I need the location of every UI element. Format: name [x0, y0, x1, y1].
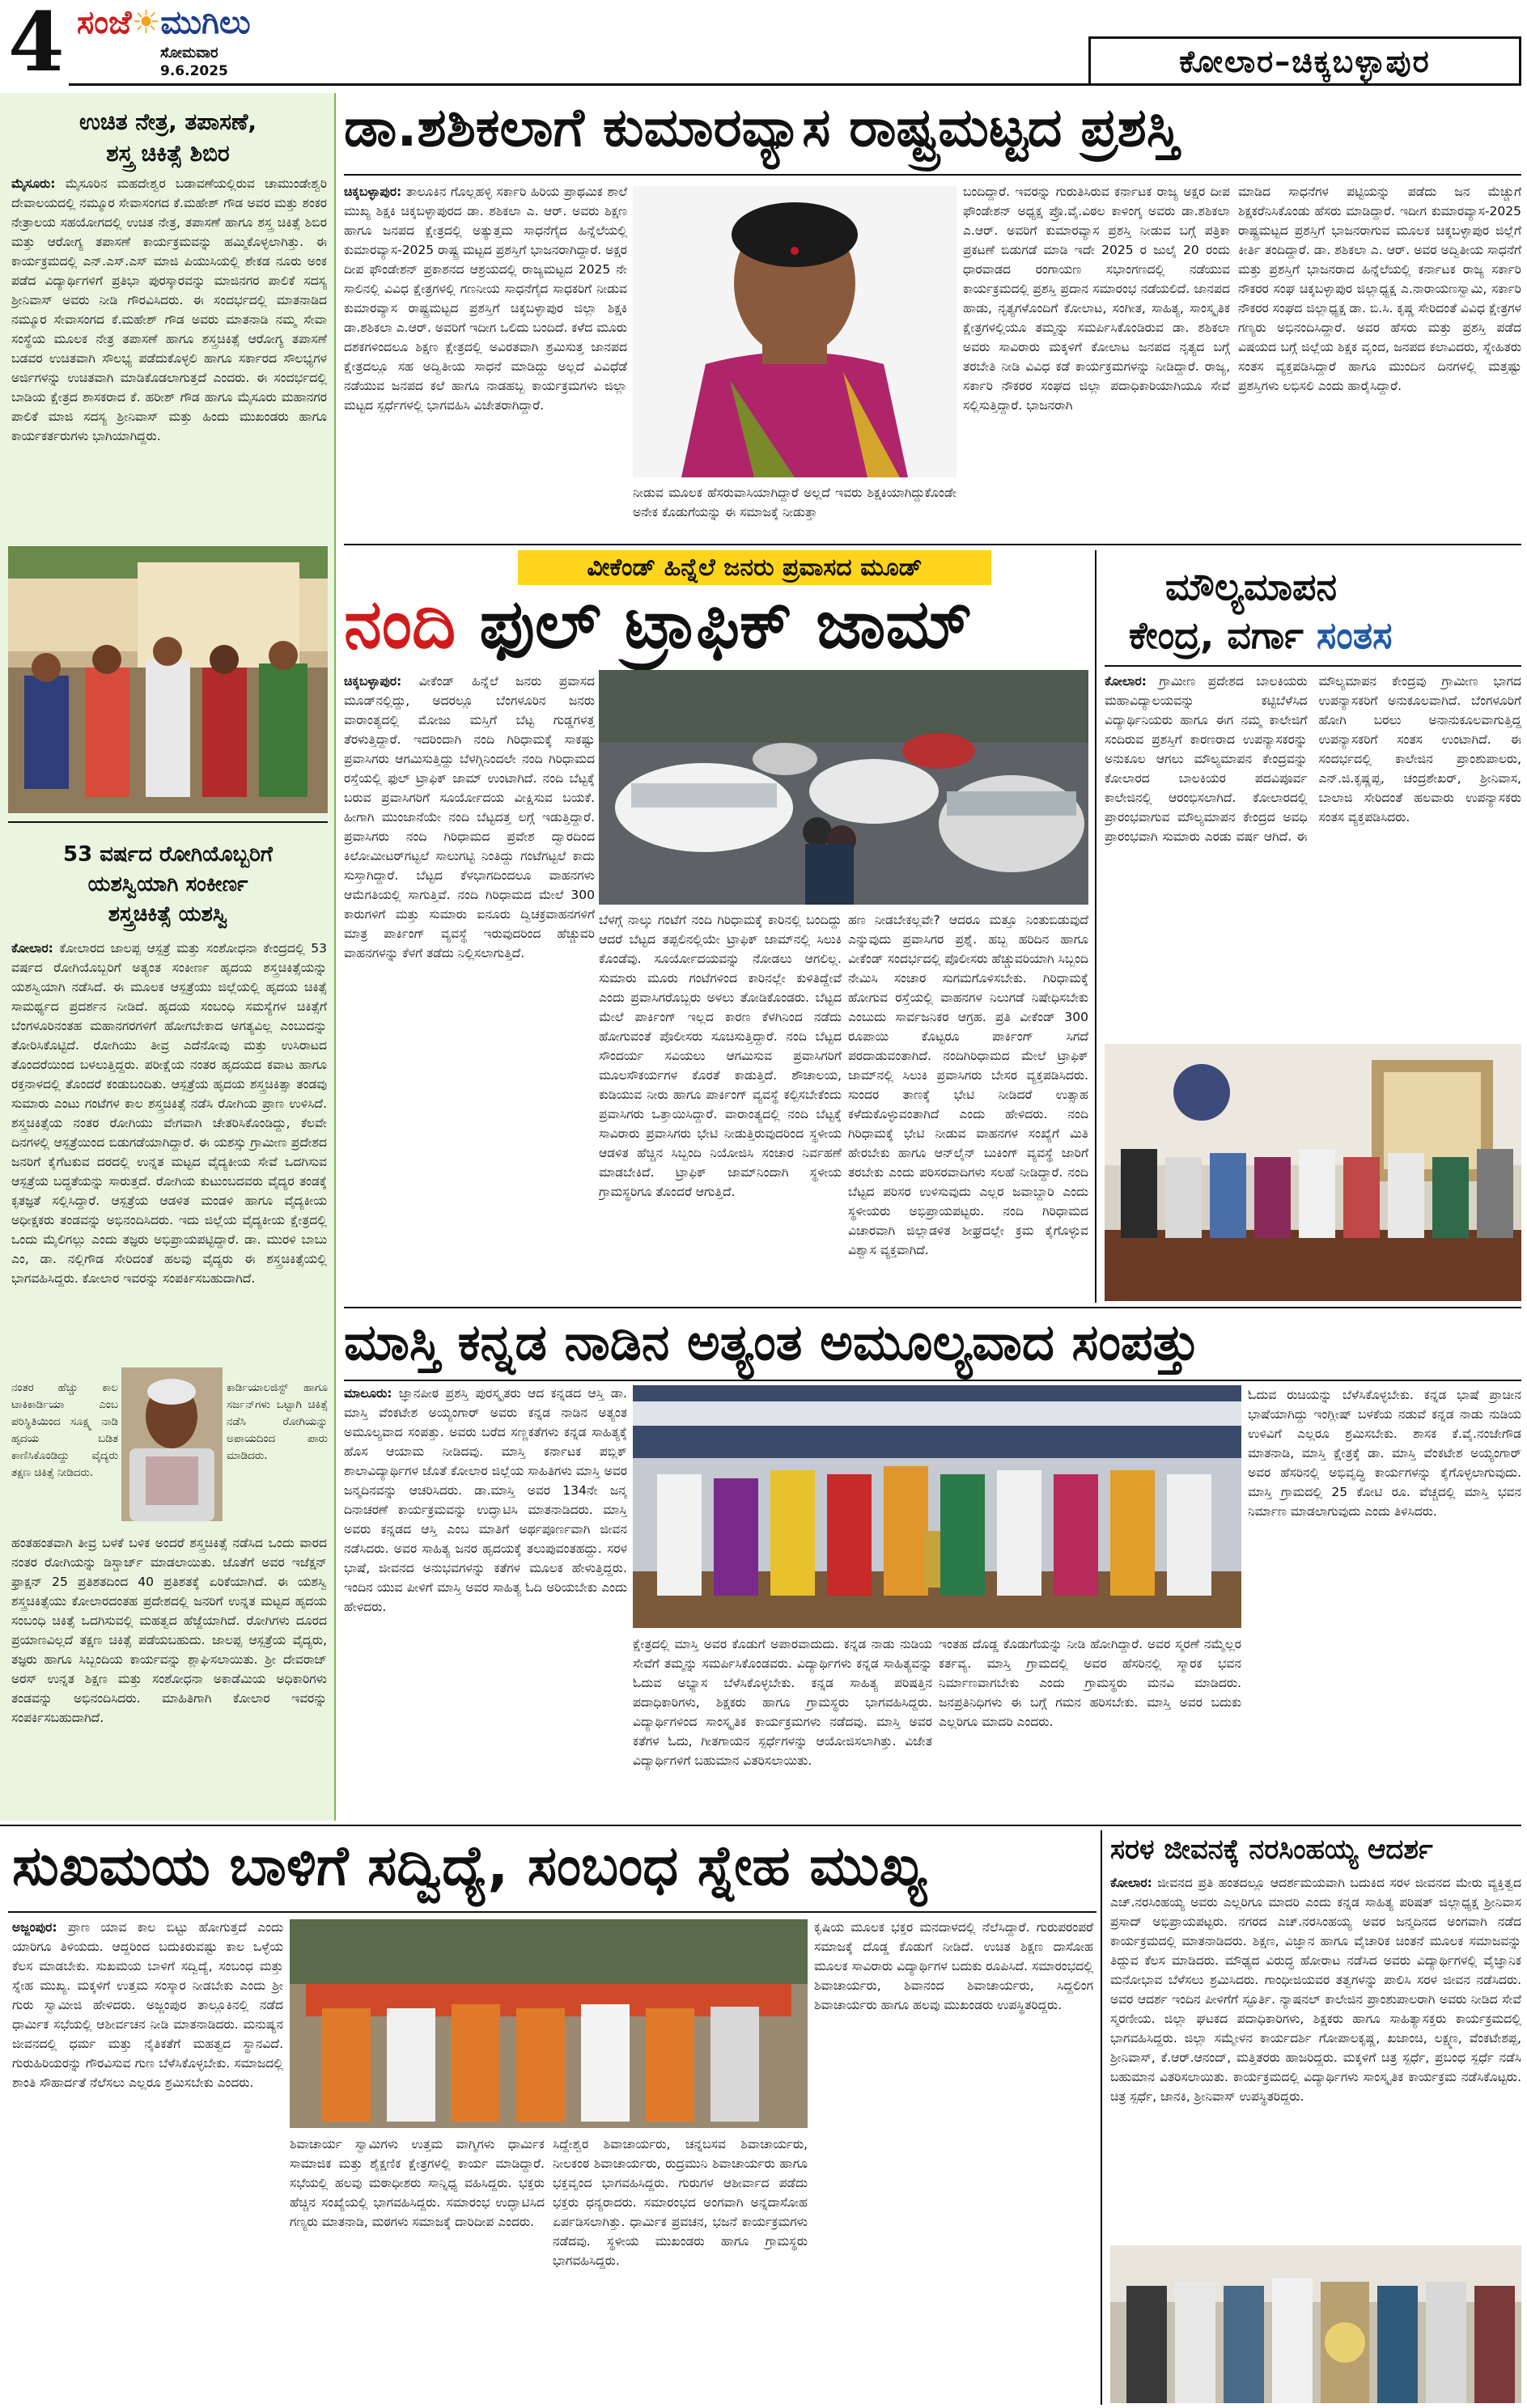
eye-camp-group-photo [8, 546, 328, 813]
sidebar-story2-body-b [11, 1533, 327, 1812]
sidebar-story2-text: ಕೋಲಾರದ ಜಾಲಪ್ಪ ಆಸ್ಪತ್ರೆ ಮತ್ತು ಸಂಶೋಧನಾ ಕೇಂದ್ರದಲ್ಲಿ 53 ವರ್ಷದ ರೋಗಿಯೊಬ್ಬರಿಗೆ ಅತ್ಯಂತ ಸಂಕೀರ್ಣ ಹೃದಯ ಶಸ್ತ್ರಚಿಕಿತ್ಸೆಯನ್ನು ಯಶಸ್ವಿಯಾಗಿ ನಡೆಸಿದೆ. ಈ ಮೂಲಕ ಆಸ್ಪತ್ರೆಯು ಜಿಲ್ಲೆಯಲ್ಲಿ ಹೃದಯ ಚಿಕಿತ್ಸೆ ಸಾಮರ್ಥ್ಯದ ಪ್ರದರ್ಶನ ನೀಡಿದೆ. ಹೃದಯ ಸಂಬಂಧಿ ಸಮಸ್ಯೆಗಳ ಚಿಕಿತ್ಸೆಗೆ ಬೆಂಗಳೂರಿನಂತಹ ಮಹಾನಗರಗಳಿಗೆ ಹೋಗಬೇಕಾದ ಅಗತ್ಯವಿಲ್ಲ ಎಂಬುದನ್ನು ತೋರಿಸಿಕೊಟ್ಟಿದೆ. ರೋಗಿಯು ತೀವ್ರ ಎದೆನೋವು ಮತ್ತು ಉಸಿರಾಟದ ತೊಂದರೆಯಿಂದ ಬಳಲುತ್ತಿದ್ದರು. ಪರೀಕ್ಷೆಯ ನಂತರ ಹೃದಯದ ಕವಾಟ ಹಾಗೂ ರಕ್ತನಾಳದಲ್ಲಿ ತೊಂದರೆ ಕಂಡುಬಂದಿತು. ಆಸ್ಪತ್ರೆಯ ಹೃದಯ ಶಸ್ತ್ರಚಿಕಿತ್ಸಾ ತಂಡವು ಸುಮಾರು ಎಂಟು ಗಂಟೆಗಳ ಕಾಲ ಶಸ್ತ್ರಚಿಕಿತ್ಸೆ ನಡೆಸಿ ರೋಗಿಯ ಪ್ರಾಣ ಉಳಿಸಿದೆ. ಶಸ್ತ್ರಚಿಕಿತ್ಸೆಯ ನಂತರ ರೋಗಿಯು ವೇಗವಾಗಿ ಚೇತರಿಸಿಕೊಂಡಿದ್ದು, ಕೆಲವೇ ದಿನಗಳಲ್ಲಿ ಆಸ್ಪತ್ರೆಯಿಂದ ಬಿಡುಗಡೆಯಾಗಿದ್ದಾರೆ. ಈ ಯಶಸ್ಸು ಗ್ರಾಮೀಣ ಪ್ರದೇಶದ ಜನರಿಗೆ ಕೈಗೆಟಕುವ ದರದಲ್ಲಿ ಉನ್ನತ ಮಟ್ಟದ ವೈದ್ಯಕೀಯ ಸೇವೆ ಒದಗಿಸುವ ಆಸ್ಪತ್ರೆಯ ಬದ್ಧತೆಯನ್ನು ಸಾರುತ್ತದೆ. ರೋಗಿಯ ಕುಟುಂಬದವರು ವೈದ್ಯರ ತಂಡಕ್ಕೆ ಕೃತಜ್ಞತೆ ಸಲ್ಲಿಸಿದ್ದಾರೆ. ಆಸ್ಪತ್ರೆಯ ಆಡಳಿತ ಮಂಡಳಿ ಹಾಗೂ ವೈದ್ಯಕೀಯ ಅಧೀಕ್ಷಕರು ತಂಡವನ್ನು ಅಭಿನಂದಿಸಿದರು. ಇದು ಜಿಲ್ಲೆಯ ವೈದ್ಯಕೀಯ ಕ್ಷೇತ್ರದಲ್ಲಿ ಒಂದು ಮೈಲಿಗಲ್ಲು ಎಂದು ತಜ್ಞರು ಅಭಿಪ್ರಾಯಪಟ್ಟಿದ್ದಾರೆ. ಡಾ. ಮುರಳಿ ಬಾಬು ಎಂ, ಡಾ. ನಲ್ಲಿಗೌಡ ಸೇರಿದಂತೆ ಹಲವು ವೈದ್ಯರು ಈ ಶಸ್ತ್ರಚಿಕಿತ್ಸೆಯಲ್ಲಿ ಭಾಗವಹಿಸಿದ್ದರು. ಕೋಲಾರ ಇವರನ್ನು ಸಂಪರ್ಕಿಸಬಹುದಾಗಿದೆ. [11, 941, 327, 1287]
masti-body-right [939, 1634, 1241, 1821]
sukhamaya-headline: ಸುಖಮಯ ಬಾಳಿಗೆ ಸದ್ವಿದ್ಯೆ, ಸಂಬಂಧ ಸ್ನೇಹ ಮುಖ್ಯ [12, 1834, 927, 1898]
patient-portrait-photo [121, 1367, 223, 1521]
traffic-text-left: ವೀಕೆಂಡ್ ಹಿನ್ನೆಲೆ ಜನರು ಪ್ರವಾಸದ ಮೂಡ್‌ನಲ್ಲಿದ್ದು, ಅದರಲ್ಲೂ ಬೆಂಗಳೂರಿನ ಜನರು ವಾರಾಂತ್ಯದಲ್ಲಿ ಮೋಜು ಮಸ್ತಿಗೆ ಬೆಟ್ಟ ಗುಡ್ಡಗಳತ್ತ ತೆರಳುತ್ತಿದ್ದಾರೆ. ಇದರಿಂದಾಗಿ ನಂದಿ ಗಿರಿಧಾಮಕ್ಕೆ ಸಾಕಷ್ಟು ಪ್ರವಾಸಿಗರು ಆಗಮಿಸುತ್ತಿದ್ದು ಬೆಳಗ್ಗಿನಿಂದಲೇ ನಂದಿ ಗಿರಿಧಾಮದ ರಸ್ತೆಯಲ್ಲಿ ಫುಲ್ ಟ್ರಾಫಿಕ್ ಜಾಮ್ ಉಂಟಾಗಿದೆ. ನಂದಿ ಬೆಟ್ಟಕ್ಕೆ ಬರುವ ಪ್ರವಾಸಿಗರಿಗೆ ಸೂರ್ಯೋದಯ ವೀಕ್ಷಿಸುವ ಬಯಕೆ. ಹೀಗಾಗಿ ಮುಂಜಾನೆಯೇ ನಂದಿ ಬೆಟ್ಟದತ್ತ ಲಗ್ಗೆ ಇಡುತ್ತಿದ್ದಾರೆ. ಪ್ರವಾಸಿಗರು ನಂದಿ ಗಿರಿಧಾಮದ ಪ್ರವೇಶ ದ್ವಾರದಿಂದ ಕಿಲೋಮೀಟರ್‌ಗಟ್ಟಲೆ ಸಾಲುಗಟ್ಟಿ ನಿಂತಿದ್ದು ಗಂಟೆಗಟ್ಟಲೆ ಕಾದು ಸುಸ್ತಾಗಿದ್ದಾರೆ. ಬೆಟ್ಟದ ಕೆಳಭಾಗದಿಂದಲೂ ವಾಹನಗಳು ಆಮೆಗತಿಯಲ್ಲಿ ಸಾಗುತ್ತಿವೆ. ನಂದಿ ಗಿರಿಧಾಮದ ಮೇಲೆ 300 ಕಾರುಗಳಿಗೆ ಮತ್ತು ಸುಮಾರು ಐನೂರು ದ್ವಿಚಕ್ರವಾಹನಗಳಿಗೆ ಮಾತ್ರ ಪಾರ್ಕಿಂಗ್ ವ್ಯವಸ್ಥೆ ಇರುವುದರಿಂದ ಹೆಚ್ಚುವರಿ ವಾಹನಗಳನ್ನು ಕೆಳಗೆ ತಡೆದು ನಿಲ್ಲಿಸಲಾಗುತ್ತಿದೆ. [344, 674, 595, 961]
lead-dateline: ಚಿಕ್ಕಬಳ್ಳಾಪುರ: [344, 184, 402, 199]
masthead-divider [69, 83, 1521, 86]
sukhamaya-text-left: ಪ್ರಾಣ ಯಾವ ಕಾಲ ಬಿಟ್ಟು ಹೋಗುತ್ತದೆ ಎಂದು ಯಾರಿಗೂ ತಿಳಿಯದು. ಆದ್ದರಿಂದ ಬದುಕಿರುವಷ್ಟು ಕಾಲ ಒಳ್ಳೆಯ ಕೆಲಸ ಮಾಡಬೇಕು. ಸುಖಮಯ ಬಾಳಿಗೆ ಸದ್ವಿದ್ಯೆ, ಸಂಬಂಧ ಮತ್ತು ಸ್ನೇಹ ಮುಖ್ಯ. ಮಕ್ಕಳಿಗೆ ಉತ್ತಮ ಸಂಸ್ಕಾರ ನೀಡಬೇಕು ಎಂದು ಶ್ರೀ ಗುರು ಸ್ವಾಮೀಜಿ ಹೇಳಿದರು. ಅಜ್ಜಂಪುರ ತಾಲ್ಲೂಕಿನಲ್ಲಿ ನಡೆದ ಧಾರ್ಮಿಕ ಸಭೆಯಲ್ಲಿ ಆಶೀರ್ವಚನ ನೀಡಿ ಮಾತನಾಡಿದರು. ಮನುಷ್ಯನ ಜೀವನದಲ್ಲಿ ಧರ್ಮ ಮತ್ತು ನೈತಿಕತೆಗೆ ಮಹತ್ವದ ಸ್ಥಾನವಿದೆ. ಗುರುಹಿರಿಯರನ್ನು ಗೌರವಿಸುವ ಗುಣ ಬೆಳೆಸಿಕೊಳ್ಳಬೇಕು. ಸಮಾಜದಲ್ಲಿ ಶಾಂತಿ ಸೌಹಾರ್ದತೆ ನೆಲೆಸಲು ಎಲ್ಲರೂ ಶ್ರಮಿಸಬೇಕು ಎಂದರು. [12, 1920, 283, 2091]
sidebar-story2-headline-3: ಶಸ್ತ್ರಚಿಕಿತ್ಸೆ ಯಶಸ್ವಿ [108, 902, 228, 926]
sidebar [0, 93, 336, 1821]
issue-date: 9.6.2025 [160, 63, 228, 79]
sidebar-story2-wrap-right [227, 1380, 328, 1533]
narasimhaiah-headline: ಸರಳ ಜೀವನಕ್ಕೆ ನರಸಿಂಹಯ್ಯ ಆದರ್ಶ [1110, 1834, 1433, 1866]
sidebar-divider [8, 821, 328, 823]
lead-body-right [1238, 182, 1521, 538]
masti-dateline: ಮಾಲೂರು: [344, 1386, 392, 1401]
narasimhaiah-text: ಜೀವನದ ಪ್ರತಿ ಹಂತದಲ್ಲೂ ಆದರ್ಶಮಯವಾಗಿ ಬದುಕಿದ ಸರಳ ಜೀವನದ ಮೇರು ವ್ಯಕ್ತಿತ್ವದ ಎಚ್.ನರಸಿಂಹಯ್ಯ ಅವರು ಎಲ್ಲರಿಗೂ ಮಾದರಿ ಎಂದು ಕನ್ನಡ ಸಾಹಿತ್ಯ ಪರಿಷತ್ ಜಿಲ್ಲಾಧ್ಯಕ್ಷ ಶ್ರೀನಿವಾಸ ಪ್ರಸಾದ್ ಅಭಿಪ್ರಾಯಪಟ್ಟರು. ನಗರದ ಎಚ್.ನರಸಿಂಹಯ್ಯ ಅವರ ಜನ್ಮದಿನದ ಅಂಗವಾಗಿ ನಡೆದ ಕಾರ್ಯಕ್ರಮದಲ್ಲಿ ಮಾತನಾಡಿದರು. ಶಿಕ್ಷಣ, ವಿಜ್ಞಾನ ಹಾಗೂ ವೈಚಾರಿಕ ಚಿಂತನೆ ಮೂಲಕ ಸಮಾಜವನ್ನು ತಿದ್ದುವ ಕೆಲಸ ಮಾಡಿದರು. ಮೌಢ್ಯದ ವಿರುದ್ಧ ಹೋರಾಟ ನಡೆಸಿದ ಅವರು ವಿದ್ಯಾರ್ಥಿಗಳಲ್ಲಿ ವೈಜ್ಞಾನಿಕ ಮನೋಭಾವ ಬೆಳೆಸಲು ಶ್ರಮಿಸಿದರು. ಗಾಂಧೀಜಿಯವರ ತತ್ವಗಳನ್ನು ಪಾಲಿಸಿ ಸರಳ ಜೀವನ ನಡೆಸಿದರು. ಅವರ ಆದರ್ಶ ಇಂದಿನ ಪೀಳಿಗೆಗೆ ಸ್ಫೂರ್ತಿ. ನ್ಯಾಷನಲ್ ಕಾಲೇಜಿನ ಪ್ರಾಂಶುಪಾಲರಾಗಿ ಅವರು ನೀಡಿದ ಸೇವೆ ಸ್ಮರಣೀಯ. ಜಿಲ್ಲಾ ಘಟಕದ ಪದಾಧಿಕಾರಿಗಳು, ಶಿಕ್ಷಕರು ಹಾಗೂ ಸಾಹಿತ್ಯಾಸಕ್ತರು ಕಾರ್ಯಕ್ರಮದಲ್ಲಿ ಭಾಗವಹಿಸಿದ್ದರು. ಜಿಲ್ಲಾ ಸಮ್ಮೇಳನ ಕಾರ್ಯದರ್ಶಿ ಗೋಪಾಲಕೃಷ್ಣ, ಖಜಾಂಚಿ, ಲಕ್ಷ್ಮಣ, ವೆಂಕಟೇಶಪ್ಪ, ಶ್ರೀನಿವಾಸ್, ಕೆ.ಆರ್.ಆನಂದ್, ಮತ್ತಿತರರು ಹಾಜರಿದ್ದರು. ಮಕ್ಕಳಿಗೆ ಚಿತ್ರ ಸ್ಪರ್ಧೆ, ಪ್ರಬಂಧ ಸ್ಪರ್ಧೆ ನಡೆಸಿ ಬಹುಮಾನ ವಿತರಿಸಲಾಯಿತು. ಕಾರ್ಯಕ್ರಮದಲ್ಲಿ ವಿದ್ಯಾರ್ಥಿಗಳು ಸಾಂಸ್ಕೃತಿಕ ಕಾರ್ಯಕ್ರಮ ನಡೆಸಿಕೊಟ್ಟರು. ಚಿತ್ರ ಸ್ಪರ್ಧೆ, ಜಾನಕಿ, ಶ್ರೀನಿವಾಸ್ ಉಪಸ್ಥಿತರಿದ್ದರು. [1110, 1876, 1521, 2105]
sidebar-story1-text: ಮೈಸೂರಿನ ಮಹದೇಶ್ವರ ಬಡಾವಣೆಯಲ್ಲಿರುವ ಚಾಮುಂಡೇಶ್ವರಿ ದೇವಾಲಯದಲ್ಲಿ ನಮ್ಮೂರ ಸೇವಾಸಂಗದ ಕೆ.ಮಹೇಶ್ ಗೌಡ ಅವರ ಮತ್ತು ಶಂಕರ ನೇತ್ರಾಲಯ ಸಹಯೋಗದಲ್ಲಿ ಉಚಿತ ನೇತ್ರ, ತಪಾಸಣೆ ಹಾಗೂ ಶಸ್ತ್ರ ಚಿಕಿತ್ಸೆ ಶಿಬಿರ ಮತ್ತು ಆರೋಗ್ಯ ತಪಾಸಣೆ ಕಾರ್ಯಕ್ರಮವನ್ನು ಹಮ್ಮಿಕೊಳ್ಳಲಾಗಿತ್ತು. ಈ ಕಾರ್ಯಕ್ರಮದಲ್ಲಿ ಎನ್.ಎಸ್.ಎಸ್ ಮಾಜಿ ಪಿಯುಸಿಯಲ್ಲಿ ಶೇಕಡ ನೂರು ಅಂಕ ಪಡೆದ ವಿದ್ಯಾರ್ಥಿಗಳಿಗೆ ಪ್ರತಿಭಾ ಪುರಸ್ಕಾರವನ್ನು ಮಾಜಿನಗರ ಪಾಲಿಕೆ ಸದಸ್ಯ ಶ್ರೀನಿವಾಸ್ ಅವರು ನೀಡಿ ಗೌರವಿಸಿದರು. ಈ ಸಂದರ್ಭದಲ್ಲಿ ಮಾತನಾಡಿದ ನಮ್ಮೂರ ಸೇವಾಸಂಗದ ಕೆ.ಮಹೇಶ್ ಗೌಡ ಅವರು ಮಾತನಾಡಿ ನಮ್ಮ ಸೇವಾ ಸಂಸ್ಥೆಯ ಮೂಲಕ ನೇತ್ರ ತಪಾಸಣೆ ಹಾಗೂ ಶಸ್ತ್ರಚಿಕಿತ್ಸೆ ಆರೋಗ್ಯ ತಪಾಸಣೆ ಬಡವರ ಉಚಿತವಾಗಿ ಸೌಲಭ್ಯ ಪಡೆದುಕೊಳ್ಳಲಿ ಹಾಗೂ ಸರ್ಕಾರದ ಸೌಲಭ್ಯಗಳ ಅರ್ಜಿಗಳನ್ನು ಉಚಿತವಾಗಿ ಮಾಡಿಕೊಡಲಾಗುತ್ತದೆ ಎಂದರು. ಈ ಸಂದರ್ಭದಲ್ಲಿ ಬಾಡಿಯ ಕ್ಷೇತ್ರದ ಶಾಸಕರಾದ ಕೆ. ಹರೀಶ್ ಗೌಡ ಹಾಗೂ ಮೈಸೂರು ಮಹಾನಗರ ಪಾಲಿಕೆ ಮಾಜಿ ಸದಸ್ಯ ಶ್ರೀನಿವಾಸ್ ಮತ್ತು ಹಿಂದು ಮುಖಂಡರು ಹಾಗೂ ಕಾರ್ಯಕರ್ತರುಗಳು ಭಾಗಿಯಾಗಿದ್ದರು. [11, 176, 327, 444]
sidebar-story1-headline-1: ಉಚಿತ ನೇತ್ರ, ತಪಾಸಣೆ, [78, 108, 257, 135]
traffic-dateline: ಚಿಕ್ಕಬಳ್ಳಾಪುರ: [344, 674, 402, 689]
sidebar-story2-headline-1: 53 ವರ್ಷದ ರೋಗಿಯೊಬ್ಬರಿಗೆ [63, 842, 273, 867]
stage-event-photo [633, 1385, 1241, 1628]
masti-body-left [344, 1384, 627, 1821]
sukhamaya-text-right: ಕೃಷಿಯ ಮೂಲಕ ಭಕ್ತರ ಮನದಾಳದಲ್ಲಿ ನೆಲೆಸಿದ್ದಾರೆ. ಗುರುಪರಂಪರೆ ಸಮಾಜಕ್ಕೆ ದೊಡ್ಡ ಕೊಡುಗೆ ನೀಡಿದೆ. ಉಚಿತ ಶಿಕ್ಷಣ ದಾಸೋಹ ಮೂಲಕ ಸಾವಿರಾರು ವಿದ್ಯಾರ್ಥಿಗಳ ಬದುಕು ರೂಪಿಸಿದೆ. ಸಮಾರಂಭದಲ್ಲಿ ಶಿವಾಚಾರ್ಯರು, ಶಿವಾನಂದ ಶಿವಾಚಾರ್ಯರು, ಸಿದ್ದಲಿಂಗ ಶಿವಾಚಾರ್ಯರು ಹಾಗೂ ಹಲವು ಮುಖಂಡರು ಉಪಸ್ಥಿತರಿದ್ದರು. [814, 1920, 1093, 2013]
sidebar-story2-text-b: ಹಂತಹಂತವಾಗಿ ತೀವ್ರ ಬಳಕೆ ಬಳಿಕ ಅಂದರೆ ಶಸ್ತ್ರಚಿಕಿತ್ಸೆ ನಡೆಸಿದ ಒಂದು ವಾರದ ನಂತರ ರೋಗಿಯನ್ನು ಡಿಸ್ಚಾರ್ಜ್ ಮಾಡಲಾಯಿತು. ಜೊತೆಗೆ ಅವರ ಇಜೆಕ್ಷನ್ ಫ್ರಾಕ್ಷನ್ 25 ಪ್ರತಿಶತದಿಂದ 40 ಪ್ರತಿಶತಕ್ಕೆ ಏರಿಕೆಯಾಗಿದೆ. ಈ ಯಶಸ್ವಿ ಶಸ್ತ್ರಚಿಕಿತ್ಸೆಯು ಕೋಲಾರದಂತಹ ಪ್ರದೇಶದಲ್ಲಿ ಜನರಿಗೆ ಉನ್ನತ ಮಟ್ಟದ ಹೃದಯ ಸಂಬಂಧಿ ಚಿಕಿತ್ಸೆ ಒದಗಿಸುವಲ್ಲಿ ಮಹತ್ವದ ಹೆಜ್ಜೆಯಾಗಿದೆ. ರೋಗಿಗಳು ದೂರದ ಪ್ರಯಾಣವಿಲ್ಲದೆ ತಕ್ಷಣ ಚಿಕಿತ್ಸೆ ಪಡೆಯಬಹುದು. ಜಾಲಪ್ಪ ಆಸ್ಪತ್ರೆಯ ವೈದ್ಯರು, ತಜ್ಞರು ಹಾಗೂ ಸಿಬ್ಬಂದಿಯ ಕಾರ್ಯವನ್ನು ಶ್ಲಾಘಿಸಲಾಯಿತು. ಶ್ರೀ ದೇವರಾಜ್ ಅರಸ್ ಉನ್ನತ ಶಿಕ್ಷಣ ಮತ್ತು ಸಂಶೋಧನಾ ಅಕಾಡೆಮಿಯ ಅಧಿಕಾರಿಗಳು ತಂಡವನ್ನು ಅಭಿನಂದಿಸಿದರು. ಮಾಹಿತಿಗಾಗಿ ಕೋಲಾರ ಇವರನ್ನು ಸಂಪರ್ಕಿಸಬಹುದಾಗಿದೆ. [11, 1536, 327, 1726]
lead-body-mid [963, 182, 1230, 538]
section-title: ಕೋಲಾರ–ಚಿಕ್ಕಬಳ್ಳಾಪುರ [1088, 36, 1521, 85]
masti-text-right: ಇಂತಹ ದೊಡ್ಡ ಕೊಡುಗೆಯನ್ನು ನೀಡಿ ಹೋಗಿದ್ದಾರೆ. ಅವರ ಸ್ಮರಣೆ ನಮ್ಮೆಲ್ಲರ ಕರ್ತವ್ಯ. ಮಾಸ್ತಿ ಗ್ರಾಮದಲ್ಲಿ ಅವರ ಹೆಸರಿನಲ್ಲಿ ಸ್ಮಾರಕ ಭವನ ನಿರ್ಮಾಣವಾಗಬೇಕು ಎಂದು ಗ್ರಾಮಸ್ಥರು ಮನವಿ ಮಾಡಿದರು. ಜನಪ್ರತಿನಿಧಿಗಳು ಈ ಬಗ್ಗೆ ಗಮನ ಹರಿಸಬೇಕು. ಮಾಸ್ತಿ ಅವರ ಬದುಕು ಎಲ್ಲರಿಗೂ ಮಾದರಿ ಎಂದರು. [939, 1637, 1241, 1730]
felicitation-photo [1110, 2245, 1521, 2403]
lead-bottom-rule [344, 544, 1521, 545]
sidebar-story2-body-a [11, 939, 327, 1380]
masti-body-mid [633, 1634, 932, 1821]
sukhamaya-body-mid [290, 2135, 545, 2403]
traffic-kicker: ವೀಕೆಂಡ್ ಹಿನ್ನೆಲೆ ಜನರು ಪ್ರವಾಸದ ಮೂಡ್ [518, 550, 991, 585]
issue-day: ಸೋಮವಾರ [160, 45, 218, 61]
masti-text-far: ಓದುವ ರುಚಿಯನ್ನು ಬೆಳೆಸಿಕೊಳ್ಳಬೇಕು. ಕನ್ನಡ ಭಾಷೆ ಪ್ರಾಚೀನ ಭಾಷೆಯಾಗಿದ್ದು ಇಂಗ್ಲೀಷ್ ಬಳಕೆಯ ನಡುವೆ ಕನ್ನಡ ನಾಡು ನುಡಿಯ ಉಳಿವಿಗೆ ಎಲ್ಲರೂ ಶ್ರಮಿಸಬೇಕು. ಶಾಸಕ ಕೆ.ವೈ.ನಂಜೇಗೌಡ ಮಾತನಾಡಿ, ಮಾಸ್ತಿ ಕ್ಷೇತ್ರಕ್ಕೆ ಡಾ. ಮಾಸ್ತಿ ವೆಂಕಟೇಶ ಅಯ್ಯಂಗಾರ್ ಅವರ ಹೆಸರಿನಲ್ಲಿ ಅಭಿವೃದ್ಧಿ ಕಾರ್ಯಗಳನ್ನು ಕೈಗೊಳ್ಳಲಾಗುವುದು. ಮಾಸ್ತಿ ಗ್ರಾಮದಲ್ಲಿ 25 ಕೋಟಿ ರೂ. ವೆಚ್ಚದಲ್ಲಿ ಮಾಸ್ತಿ ಭವನ ನಿರ್ಮಾಣ ಮಾಡಲಾಗುವುದು ಎಂದು ತಿಳಿಸಿದರು. [1248, 1388, 1521, 1520]
valuation-headline-2 [1129, 615, 1393, 656]
lead-headline: ಡಾ.ಶಶಿಕಲಾಗೆ ಕುಮಾರವ್ಯಾಸ ರಾಷ್ಟ್ರಮಟ್ಟದ ಪ್ರಶಸ್ತಿ [344, 96, 1180, 159]
sidebar-story2-wrap-left [11, 1380, 118, 1533]
lead-photo-caption: ನೀಡುವ ಮೂಲಕ ಹೆಸರುವಾಸಿಯಾಗಿದ್ದಾರೆ ಅಲ್ಲದೆ ಇವರು ಶಿಕ್ಷಕಿಯಾಗಿದ್ದುಕೊಂಡೇ ಅನೇಕ ಕೊಡುಗೆಯನ್ನು ಈ ಸಮಾಜಕ್ಕೆ ನೀಡುತ್ತಾ [633, 485, 956, 520]
valuation-headline-2-blue: ಸಂತಸ [1316, 613, 1393, 657]
lead-text-right: ಮಾಡಿದ ಸಾಧನೆಗಳ ಪಟ್ಟಿಯನ್ನು ಪಡೆದು ಜನ ಮೆಚ್ಚುಗೆ ಶಿಕ್ಷಕರೆನಿಸಿಕೊಂಡು ಹೆಸರು ಮಾಡಿದ್ದಾರೆ. ಇದೀಗ ಕುಮಾರವ್ಯಾಸ-2025 ರಾಷ್ಟ್ರಮಟ್ಟದ ಪ್ರಶಸ್ತಿಗೆ ಭಾಜನರಾಗುವ ಮೂಲಕ ಚಿಕ್ಕಬಳ್ಳಾಪುರ ಜಿಲ್ಲೆಗೆ ಕೀರ್ತಿ ತಂದಿದ್ದಾರೆ. ಡಾ. ಶಶಿಕಲಾ ಎ. ಆರ್. ಅವರ ಅದ್ವಿತೀಯ ಸಾಧನೆಗೆ ಮತ್ತು ಪ್ರಶಸ್ತಿಗೆ ಭಾಜನರಾದ ಹಿನ್ನೆಲೆಯಲ್ಲಿ ಕರ್ನಾಟಕ ರಾಜ್ಯ ಸರ್ಕಾರಿ ನೌಕರರ ಸಂಘ ಚಿಕ್ಕಬಳ್ಳಾಪುರ ಜಿಲ್ಲಾಧ್ಯಕ್ಷ ಎ.ನಾರಾಯಣಸ್ವಾಮಿ, ಸರ್ಕಾರಿ ನೌಕರರ ಸಂಘದ ಜಿಲ್ಲಾಧ್ಯಕ್ಷ ಡಾ. ಬಿ.ಸಿ. ಕೃಷ್ಣ ಸೇರಿದಂತೆ ವಿವಿಧ ಕ್ಷೇತ್ರಗಳ ಗಣ್ಯರು ಅಭಿನಂದಿಸಿದ್ದಾರೆ. ಅವರ ಹೆಸರು ಮತ್ತು ಪ್ರಶಸ್ತಿ ಪಡೆದ ವಿಷಯದ ಬಗ್ಗೆ ಜಿಲ್ಲೆಯ ಶಿಕ್ಷಕ ವೃಂದ, ಜನಪದ ಕಲಾವಿದರು, ಸ್ನೇಹಿತರು ಸಂತಸ ವ್ಯಕ್ತಪಡಿಸಿದ್ದಾರೆ ಹಾಗೂ ಮುಂದಿನ ದಿನಗಳಲ್ಲಿ ಮತ್ತಷ್ಟು ಪ್ರಶಸ್ತಿಗಳು ಲಭಿಸಲಿ ಎಂದು ಹಾರೈಸಿದ್ದಾರೆ. [1238, 184, 1521, 394]
saree-portrait-photo [633, 186, 956, 477]
valuation-body [1105, 672, 1521, 1037]
column-divider [1095, 550, 1096, 1303]
sukhamaya-body-right [814, 1918, 1093, 2403]
sukhamaya-headline-rule [8, 1911, 1096, 1913]
valuation-dateline: ಕೋಲಾರ: [1105, 674, 1147, 689]
valuation-text: ಗ್ರಾಮೀಣ ಪ್ರದೇಶದ ಬಾಲಕಿಯರು ಮಹಾವಿದ್ಯಾಲಯವನ್ನು ಕಟ್ಟಿಬೆಳೆಸಿದ ವಿದ್ಯಾರ್ಥಿನಿಯರು ಹಾಗೂ ಈಗ ನಮ್ಮ ಕಾಲೇಜಿಗೆ ಸಂದಿರುವ ಪ್ರಶಸ್ತಿಗೆ ಕಾರಣರಾದ ಉಪನ್ಯಾಸಕರನ್ನು ಅನುಕೂಲ ಆಗಲು ಮೌಲ್ಯಮಾಪನ ಕೇಂದ್ರವನ್ನು ಕೋಲಾರದ ಬಾಲಕಿಯರ ಪದವಿಪೂರ್ವ ಕಾಲೇಜಿನಲ್ಲಿ ಆರಂಭಿಸಲಾಗಿದೆ. ಕೋಲಾರದಲ್ಲಿ ಪ್ರಾರಂಭವಾಗುವ ಮೌಲ್ಯಮಾಪನ ಕೇಂದ್ರದ ಅವಧಿ ಪ್ರಾರಂಭವಾಗಿ ಸುಮಾರು ಎರಡು ವರ್ಷ ಆಗಿದೆ. ಈ ಮೌಲ್ಯಮಾಪನ ಕೇಂದ್ರವು ಗ್ರಾಮೀಣ ಭಾಗದ ಉಪನ್ಯಾಸಕರಿಗೆ ಅನುಕೂಲವಾಗಿದೆ. ಬೆಂಗಳೂರಿಗೆ ಹೋಗಿ ಬರಲು ಅನಾನುಕೂಲವಾಗುತ್ತಿದ್ದ ಉಪನ್ಯಾಸಕರಿಗೆ ಸಂತಸ ಉಂಟಾಗಿದೆ. ಈ ಸಂದರ್ಭದಲ್ಲಿ ಕಾಲೇಜಿನ ಪ್ರಾಂಶುಪಾಲರು, ಎನ್.ಜಿ.ಕೃಷ್ಣಪ್ಪ, ಚಂದ್ರಶೇಖರ್, ಶ್ರೀನಿವಾಸ, ಬಾಲಾಜಿ ಸೇರಿದಂತೆ ಹಲವಾರು ಉಪನ್ಯಾಸಕರು ಸಂತಸ ವ್ಯಕ್ತಪಡಿಸಿದರು. [1105, 674, 1521, 845]
sukhamaya-body-mid2 [553, 2135, 808, 2403]
traffic-headline-red: ನಂದಿ [344, 584, 456, 663]
lower-section-rule [0, 1825, 1521, 1826]
narasimhaiah-body [1110, 1873, 1521, 2241]
masti-headline-rule [344, 1380, 1521, 1381]
traffic-headline-rest: ಫುಲ್ ಟ್ರಾಫಿಕ್ ಜಾಮ್ [479, 584, 973, 663]
sidebar-story2-wrap-text: ನಂತರ ಹೆಚ್ಚು ಕಾಲ ಟಾಕಿಕಾರ್ಡಿಯಾ ಎಂಬ ಪರಿಸ್ಥಿತಿಯಿಂದ ಸೂಕ್ಷ್ಮ ನಾಡಿ ಹೃದಯ ಬಡಿತ ಕಾಣಿಸಿಕೊಂಡಿದ್ದು ವೈದ್ಯರು ತಕ್ಷಣ ಚಿಕಿತ್ಸೆ ನೀಡಿದರು. [11, 1381, 118, 1479]
brand-name-part2: ಮುಗಿಲು [160, 4, 251, 41]
sukhamaya-dateline: ಅಜ್ಜಂಪುರ: [12, 1920, 57, 1935]
sidebar-story1-dateline: ಮೈಸೂರು: [11, 176, 56, 191]
sukhamaya-text-mid2: ಸಿದ್ದೇಶ್ವರ ಶಿವಾಚಾರ್ಯರು, ಚನ್ನಬಸವ ಶಿವಾಚಾರ್ಯರು, ನೀಲಕಂಠ ಶಿವಾಚಾರ್ಯರು, ರುದ್ರಮುನಿ ಶಿವಾಚಾರ್ಯರು ಹಾಗೂ ಭಕ್ತವೃಂದ ಭಾಗವಹಿಸಿದ್ದರು. ಗುರುಗಳ ಆಶೀರ್ವಾದ ಪಡೆದು ಭಕ್ತರು ಧನ್ಯರಾದರು. ಸಮಾರಂಭದ ಅಂಗವಾಗಿ ಅನ್ನದಾಸೋಹ ಏರ್ಪಡಿಸಲಾಗಿತ್ತು. ಧಾರ್ಮಿಕ ಪ್ರವಚನ, ಭಜನೆ ಕಾರ್ಯಕ್ರಮಗಳು ನಡೆದವು. ಸ್ಥಳೀಯ ಮುಖಂಡರು ಹಾಗೂ ಗ್ರಾಮಸ್ಥರು ಭಾಗವಹಿಸಿದ್ದರು. [553, 2137, 808, 2269]
valuation-headline-2-black: ಕೇಂದ್ರ, ವರ್ಗಾ [1129, 613, 1304, 657]
traffic-body-mid [599, 910, 842, 1303]
valuation-group-photo [1105, 1044, 1521, 1301]
lead-text-left: ತಾಲೂಕಿನ ಗೊಲ್ಲಹಳ್ಳಿ ಸರ್ಕಾರಿ ಹಿರಿಯ ಪ್ರಾಥಮಿಕ ಶಾಲೆ ಮುಖ್ಯ ಶಿಕ್ಷಕಿ ಚಿಕ್ಕಬಳ್ಳಾಪುರದ ಡಾ. ಶಶಿಕಲಾ ಎ. ಆರ್. ಅವರು ಶಿಕ್ಷಣ ಹಾಗೂ ಜನಪದ ಕ್ಷೇತ್ರದಲ್ಲಿ ಅತ್ಯುತ್ತಮ ಸಾಧನೆಗೈದ ಹಿನ್ನೆಲೆಯಲ್ಲಿ ಕುಮಾರವ್ಯಾಸ-2025 ರಾಷ್ಟ್ರ ಮಟ್ಟದ ಪ್ರಶಸ್ತಿಗೆ ಭಾಜನರಾಗಿದ್ದಾರೆ. ಅಕ್ಷರ ದೀಪ ಫೌಂಡೇಶನ್ ಪ್ರಕಾಶನದ ಆಶ್ರಯದಲ್ಲಿ ರಾಜ್ಯಮಟ್ಟದ 2025 ನೇ ಸಾಲಿನಲ್ಲಿ ವಿವಿಧ ಕ್ಷೇತ್ರಗಳಲ್ಲಿ ಗಣನೀಯ ಸಾಧನೆಗೈದ ಸಾಧಕರಿಗೆ ನೀಡುವ ಕುಮಾರವ್ಯಾಸ ರಾಷ್ಟ್ರಮಟ್ಟದ ಪ್ರಶಸ್ತಿಗೆ ಚಿಕ್ಕಬಳ್ಳಾಪುರ ಜಿಲ್ಲಾ ಶಿಕ್ಷಕಿ ಡಾ.ಶಶಿಕಲಾ ಎ.ಆರ್. ಅವರಿಗೆ ಇದೀಗ ಒಲಿದು ಬಂದಿದೆ. ಕಳೆದ ಮೂರು ದಶಕಗಳಿಂದಲೂ ಶಿಕ್ಷಣ ಕ್ಷೇತ್ರದಲ್ಲಿ ಅವಿರತವಾಗಿ ಶ್ರಮಿಸುತ್ತ ಜಾನಪದ ಕ್ಷೇತ್ರದಲ್ಲೂ ಸಹ ಅದ್ವಿತೀಯ ಸಾಧನೆ ಮಾಡಿದ್ದು ಅಲ್ಲದೆ ವಿವಿಧೆಡೆ ನಡೆಯುವ ಜನಪದ ಕಲೆ ಹಾಗೂ ನಾಡಹಬ್ಬ ಕಾರ್ಯಕ್ರಮಗಳು ಜಿಲ್ಲಾ ಮಟ್ಟದ ಸ್ಪರ್ಧೆಗಳಲ್ಲಿ ಭಾಗವಹಿಸಿ ವಿಜೇತರಾಗಿದ್ದಾರೆ. [344, 184, 627, 413]
masti-text-left: ಜ್ಞಾನಪೀಠ ಪ್ರಶಸ್ತಿ ಪುರಸ್ಕೃತರು ಆದ ಕನ್ನಡದ ಆಸ್ತಿ ಡಾ. ಮಾಸ್ತಿ ವೆಂಕಟೇಶ ಅಯ್ಯಂಗಾರ್ ಅವರು ಕನ್ನಡ ನಾಡಿನ ಅತ್ಯಂತ ಅಮೂಲ್ಯವಾದ ಸಂಪತ್ತು. ಅವರು ಬರೆದ ಸಣ್ಣಕತೆಗಳು ಕನ್ನಡ ಸಾಹಿತ್ಯಕ್ಕೆ ಹೊಸ ಆಯಾಮ ನೀಡಿದವು. ಮಾಸ್ತಿ ಕರ್ನಾಟಕ ಪಬ್ಲಿಕ್ ಶಾಲಾವಿದ್ಯಾರ್ಥಿಗಳ ಜೊತೆ ಕೋಲಾರ ಜಿಲ್ಲೆಯ ಸಾಹಿತಿಗಳು ಮಾಸ್ತಿ ಅವರ ಜನ್ಮದಿನವನ್ನು ಆಚರಿಸಿದರು. ಡಾ.ಮಾಸ್ತಿ ಅವರ 134ನೇ ಜನ್ಮ ದಿನಾಚರಣೆ ಕಾರ್ಯಕ್ರಮವನ್ನು ಉದ್ಘಾಟಿಸಿ ಮಾತನಾಡಿದರು. ಮಾಸ್ತಿ ಅವರು ಕನ್ನಡದ ಆಸ್ತಿ ಎಂಬ ಮಾತಿಗೆ ಅರ್ಥಪೂರ್ಣವಾಗಿ ಜೀವನ ನಡೆಸಿದರು. ಅವರ ಸಾಹಿತ್ಯ ಜನರ ಹೃದಯಕ್ಕೆ ತಲುಪುವಂತಹದ್ದು. ಸರಳ ಭಾಷೆ, ಜೀವನದ ಅನುಭವಗಳನ್ನು ಕತೆಗಳ ಮೂಲಕ ಹೇಳುತ್ತಿದ್ದರು. ಇಂದಿನ ಯುವ ಪೀಳಿಗೆ ಮಾಸ್ತಿ ಅವರ ಸಾಹಿತ್ಯ ಓದಿ ಅರಿಯಬೇಕು ಎಂದು ಹೇಳಿದರು. [344, 1386, 627, 1615]
sidebar-story2-dateline: ಕೋಲಾರ: [11, 941, 53, 956]
valuation-headline-1: ಮೌಲ್ಯಮಾಪನ [1165, 565, 1338, 608]
sidebar-story1-headline-2: ಶಸ್ತ್ರ ಚಿಕಿತ್ಸೆ ಶಿಬಿರ [106, 140, 230, 167]
traffic-text-right: ಹಣ ನೀಡಬೇಕಲ್ಲವೇ? ಆದರೂ ಮತ್ತೂ ನಿಂತುಬಿಡುವುದೆ ಎನ್ನುವುದು ಪ್ರವಾಸಿಗರ ಪ್ರಶ್ನೆ. ಹಬ್ಬ ಹರಿದಿನ ಹಾಗೂ ವೀಕೆಂಡ್ ಸಂದರ್ಭದಲ್ಲಿ ಪೊಲೀಸರು ಹೆಚ್ಚುವರಿಯಾಗಿ ಸಿಬ್ಬಂದಿ ನೇಮಿಸಿ ಸಂಚಾರ ಸುಗಮಗೊಳಿಸಬೇಕು. ಗಿರಿಧಾಮಕ್ಕೆ ಹೋಗುವ ರಸ್ತೆಯಲ್ಲಿ ವಾಹನಗಳ ನಿಲುಗಡೆ ನಿಷೇಧಿಸಬೇಕು ಎಂಬುದು ಸಾರ್ವಜನಿಕರ ಆಗ್ರಹ. ಪ್ರತಿ ವೀಕೆಂಡ್ 300 ರೂಪಾಯಿ ಕೊಟ್ಟರೂ ಪಾರ್ಕಿಂಗ್ ಸಿಗದೆ ಪರದಾಡುವಂತಾಗಿದೆ. ನಂದಿಗಿರಿಧಾಮದ ಮೇಲೆ ಟ್ರಾಫಿಕ್ ಜಾಮ್‌ನಲ್ಲಿ ಸಿಲುಕಿ ಪ್ರವಾಸಿಗರು ಬೇಸರ ವ್ಯಕ್ತಪಡಿಸಿದರು. ಸುಂದರ ತಾಣಕ್ಕೆ ಭೇಟಿ ನೀಡಿದರೆ ಉತ್ಸಾಹ ಕಳೆದುಕೊಳ್ಳುವಂತಾಗಿದೆ ಎಂದು ಹೇಳಿದರು. ನಂದಿ ಗಿರಿಧಾಮಕ್ಕೆ ಭೇಟಿ ನೀಡುವ ವಾಹನಗಳ ಸಂಖ್ಯೆಗೆ ಮಿತಿ ಹೇರಬೇಕು ಹಾಗೂ ಆನ್‌ಲೈನ್ ಬುಕಿಂಗ್ ವ್ಯವಸ್ಥೆ ಜಾರಿಗೆ ತರಬೇಕು ಎಂದು ಪರಿಸರವಾದಿಗಳು ಸಲಹೆ ನೀಡಿದ್ದಾರೆ. ನಂದಿ ಬೆಟ್ಟದ ಪರಿಸರ ಉಳಿಸುವುದು ಎಲ್ಲರ ಜವಾಬ್ದಾರಿ ಎಂದು ಸ್ಥಳೀಯರು ಅಭಿಪ್ರಾಯಪಟ್ಟರು. ನಂದಿ ಗಿರಿಧಾಮದ ವಿಚಾರವಾಗಿ ಜಿಲ್ಲಾಡಳಿತ ಶೀಘ್ರದಲ್ಲೇ ಕ್ರಮ ಕೈಗೊಳ್ಳುವ ವಿಶ್ವಾಸ ವ್ಯಕ್ತವಾಗಿದೆ. [848, 913, 1088, 1258]
masti-headline: ಮಾಸ್ತಿ ಕನ್ನಡ ನಾಡಿನ ಅತ್ಯಂತ ಅಮೂಲ್ಯವಾದ ಸಂಪತ್ತು [344, 1312, 1200, 1371]
page-number: 4 [8, 0, 65, 90]
narasimhaiah-dateline: ಕೋಲಾರ: [1110, 1876, 1152, 1890]
sukhamaya-body-left [12, 1918, 283, 2403]
brand-name-part1: ಸಂಜೆ [77, 4, 132, 41]
lead-body-left [344, 182, 627, 538]
valuation-headline-rule [1105, 665, 1521, 667]
sukhamaya-text-mid: ಶಿವಾಚಾರ್ಯ ಸ್ವಾಮಿಗಳು ಉತ್ತಮ ವಾಗ್ಮಿಗಳು ಧಾರ್ಮಿಕ ಸಾಮಾಜಿಕ ಮತ್ತು ಶೈಕ್ಷಣಿಕ ಕ್ಷೇತ್ರಗಳಲ್ಲಿ ಕಾರ್ಯ ಮಾಡಿದ್ದಾರೆ. ಸಭೆಯಲ್ಲಿ ಹಲವು ಮಠಾಧೀಶರು ಸಾನ್ನಿಧ್ಯ ವಹಿಸಿದ್ದರು. ಭಕ್ತರು ಹೆಚ್ಚಿನ ಸಂಖ್ಯೆಯಲ್ಲಿ ಭಾಗವಹಿಸಿದ್ದರು. ಸಮಾರಂಭ ಉದ್ಘಾಟಿಸಿದ ಗಣ್ಯರು ಮಾತನಾಡಿ, ಮಠಗಳು ಸಮಾಜಕ್ಕೆ ದಾರಿದೀಪ ಎಂದರು. [290, 2137, 545, 2230]
traffic-bottom-rule [344, 1307, 1521, 1308]
masti-body-far [1248, 1385, 1521, 1821]
bottom-column-divider [1101, 1830, 1102, 2405]
traffic-headline [344, 584, 973, 663]
lead-photo-caption-text [633, 483, 956, 540]
traffic-body-left [344, 672, 595, 1303]
traffic-body-right [848, 910, 1088, 1303]
swamiji-photo [290, 1919, 808, 2128]
lead-text-mid: ಬಂದಿದ್ದಾರೆ. ಇವರನ್ನು ಗುರುತಿಸಿರುವ ಕರ್ನಾಟಕ ರಾಜ್ಯ ಅಕ್ಷರ ದೀಪ ಫೌಂಡೇಶನ್ ಅಧ್ಯಕ್ಷ ಪ್ರೊ.ವೈ.ವಿಠಲ ಕಾಳಿಂಗ್ಕ ಅವರು ಡಾ.ಶಶಿಕಲಾ ಎ.ಆರ್. ಅವರಿಗೆ ಕುಮಾರವ್ಯಾಸ ಪ್ರಶಸ್ತಿ ನೀಡುವ ಬಗ್ಗೆ ಪತ್ರಿಕಾ ಪ್ರಕಟಣೆ ಬಿಡುಗಡೆ ಮಾಡಿ ಇದೇ 2025 ರ ಜುಲೈ 20 ರಂದು ಧಾರವಾಡದ ರಂಗಾಯಣ ಸಭಾಂಗಣದಲ್ಲಿ ನಡೆಯುವ ಕಾರ್ಯಕ್ರಮದಲ್ಲಿ ಪ್ರಶಸ್ತಿ ಪ್ರದಾನ ಸಮಾರಂಭ ನಡೆಯಲಿದೆ. ಜಾನಪದ ಹಾಡು, ನೃತ್ಯಗಳೊಂದಿಗೆ ಕೋಲಾಟ, ಸಂಗೀತ, ಸಾಹಿತ್ಯ, ಸಾಂಸ್ಕೃತಿಕ ಕ್ಷೇತ್ರಗಳಲ್ಲಿಯೂ ತಮ್ಮನ್ನು ಸಮರ್ಪಿಸಿಕೊಂಡಿರುವ ಡಾ. ಶಶಿಕಲಾ ಅವರು ಸಾವಿರಾರು ಮಕ್ಕಳಿಗೆ ಕೋಲಾಟ ಜನಪದ ನೃತ್ಯದ ಬಗ್ಗೆ ತರಬೇತಿ ನೀಡಿ ವಿವಿಧ ಕಡೆ ಕಾರ್ಯಕ್ರಮಗಳನ್ನು ನೀಡಿದ್ದಾರೆ. ರಾಜ್ಯ, ಸರ್ಕಾರಿ ನೌಕರರ ಸಂಘದ ಜಿಲ್ಲಾ ಪದಾಧಿಕಾರಿಯಾಗಿಯೂ ಸೇವೆ ಸಲ್ಲಿಸುತ್ತಿದ್ದಾರೆ. ಭಾಜನರಾಗಿ [963, 184, 1230, 413]
lead-headline-rule [344, 174, 1521, 176]
newspaper-logo [77, 4, 251, 41]
traffic-text-mid: ಬೆಳಗ್ಗೆ ನಾಲ್ಕು ಗಂಟೆಗೆ ನಂದಿ ಗಿರಿಧಾಮಕ್ಕೆ ಕಾರಿನಲ್ಲಿ ಬಂದಿದ್ದು ಆದರೆ ಬೆಟ್ಟದ ತಪ್ಪಲಿನಲ್ಲಿಯೇ ಟ್ರಾಫಿಕ್ ಜಾಮ್‌ನಲ್ಲಿ ಸಿಲುಕಿ ಕೊಂಡೆವು. ಸೂರ್ಯೋದಯವನ್ನು ನೋಡಲು ಆಗಲಿಲ್ಲ. ಸುಮಾರು ಮೂರು ಗಂಟೆಗಳಿಂದ ಕಾರಿನಲ್ಲೇ ಕುಳಿತಿದ್ದೇವೆ ಎಂದು ಪ್ರವಾಸಿಗರೊಬ್ಬರು ಅಳಲು ತೋಡಿಕೊಂಡರು. ಬೆಟ್ಟದ ಮೇಲೆ ಪಾರ್ಕಿಂಗ್ ಇಲ್ಲದ ಕಾರಣ ಕೆಳಗಿನಿಂದ ನಡೆದು ಹೋಗುವಂತೆ ಪೊಲೀಸರು ಸೂಚಿಸುತ್ತಿದ್ದಾರೆ. ನಂದಿ ಬೆಟ್ಟದ ಸೌಂದರ್ಯ ಸವಿಯಲು ಆಗಮಿಸುವ ಪ್ರವಾಸಿಗರಿಗೆ ಮೂಲಸೌಕರ್ಯಗಳ ಕೊರತೆ ಕಾಡುತ್ತಿದೆ. ಶೌಚಾಲಯ, ಕುಡಿಯುವ ನೀರು ಹಾಗೂ ಪಾರ್ಕಿಂಗ್ ವ್ಯವಸ್ಥೆ ಕಲ್ಪಿಸಬೇಕೆಂದು ಪ್ರವಾಸಿಗರು ಒತ್ತಾಯಿಸಿದ್ದಾರೆ. ವಾರಾಂತ್ಯದಲ್ಲಿ ನಂದಿ ಬೆಟ್ಟಕ್ಕೆ ಸಾವಿರಾರು ಪ್ರವಾಸಿಗರು ಭೇಟಿ ನೀಡುತ್ತಿರುವುದರಿಂದ ಸ್ಥಳೀಯ ಆಡಳಿತ ಹೆಚ್ಚಿನ ಸಿಬ್ಬಂದಿ ನಿಯೋಜಿಸಿ ಸಂಚಾರ ನಿರ್ವಹಣೆ ಮಾಡಬೇಕಿದೆ. ಟ್ರಾಫಿಕ್ ಜಾಮ್‌ನಿಂದಾಗಿ ಸ್ಥಳೀಯ ಗ್ರಾಮಸ್ಥರಿಗೂ ತೊಂದರೆ ಆಗುತ್ತಿದೆ. [599, 913, 842, 1200]
traffic-photo [599, 670, 1088, 905]
sidebar-story2-wrap-text-2: ಕಾರ್ಡಿಯಾಲಜಿಸ್ಟ್ ಹಾಗೂ ಸರ್ಜನ್‌ಗಳು ಒಟ್ಟಾಗಿ ಚಿಕಿತ್ಸೆ ನಡೆಸಿ ರೋಗಿಯನ್ನು ಅಪಾಯದಿಂದ ಪಾರು ಮಾಡಿದರು. [227, 1381, 328, 1462]
masti-text-mid: ಕ್ಷೇತ್ರದಲ್ಲಿ ಮಾಸ್ತಿ ಅವರ ಕೊಡುಗೆ ಅಪಾರವಾದುದು. ಕನ್ನಡ ನಾಡು ನುಡಿಯ ಸೇವೆಗೆ ತಮ್ಮನ್ನು ಸಮರ್ಪಿಸಿಕೊಂಡವರು. ವಿದ್ಯಾರ್ಥಿಗಳು ಕನ್ನಡ ಸಾಹಿತ್ಯವನ್ನು ಓದುವ ಅಭ್ಯಾಸ ಬೆಳೆಸಿಕೊಳ್ಳಬೇಕು. ಕನ್ನಡ ಸಾಹಿತ್ಯ ಪರಿಷತ್ತಿನ ಪದಾಧಿಕಾರಿಗಳು, ಶಿಕ್ಷಕರು ಹಾಗೂ ಗ್ರಾಮಸ್ಥರು ಭಾಗವಹಿಸಿದ್ದರು. ವಿದ್ಯಾರ್ಥಿಗಳಿಂದ ಸಾಂಸ್ಕೃತಿಕ ಕಾರ್ಯಕ್ರಮಗಳು ನಡೆದವು. ಮಾಸ್ತಿ ಅವರ ಕತೆಗಳ ಓದು, ಗೀತಗಾಯನ ಸ್ಪರ್ಧೆಗಳನ್ನು ಆಯೋಜಿಸಲಾಗಿತ್ತು. ವಿಜೇತ ವಿದ್ಯಾರ್ಥಿಗಳಿಗೆ ಬಹುಮಾನ ವಿತರಿಸಲಾಯಿತು. [633, 1637, 932, 1769]
sidebar-story2-headline-2: ಯಶಸ್ವಿಯಾಗಿ ಸಂಕೀರ್ಣ [87, 872, 248, 897]
sun-icon: ☀ [131, 4, 161, 41]
